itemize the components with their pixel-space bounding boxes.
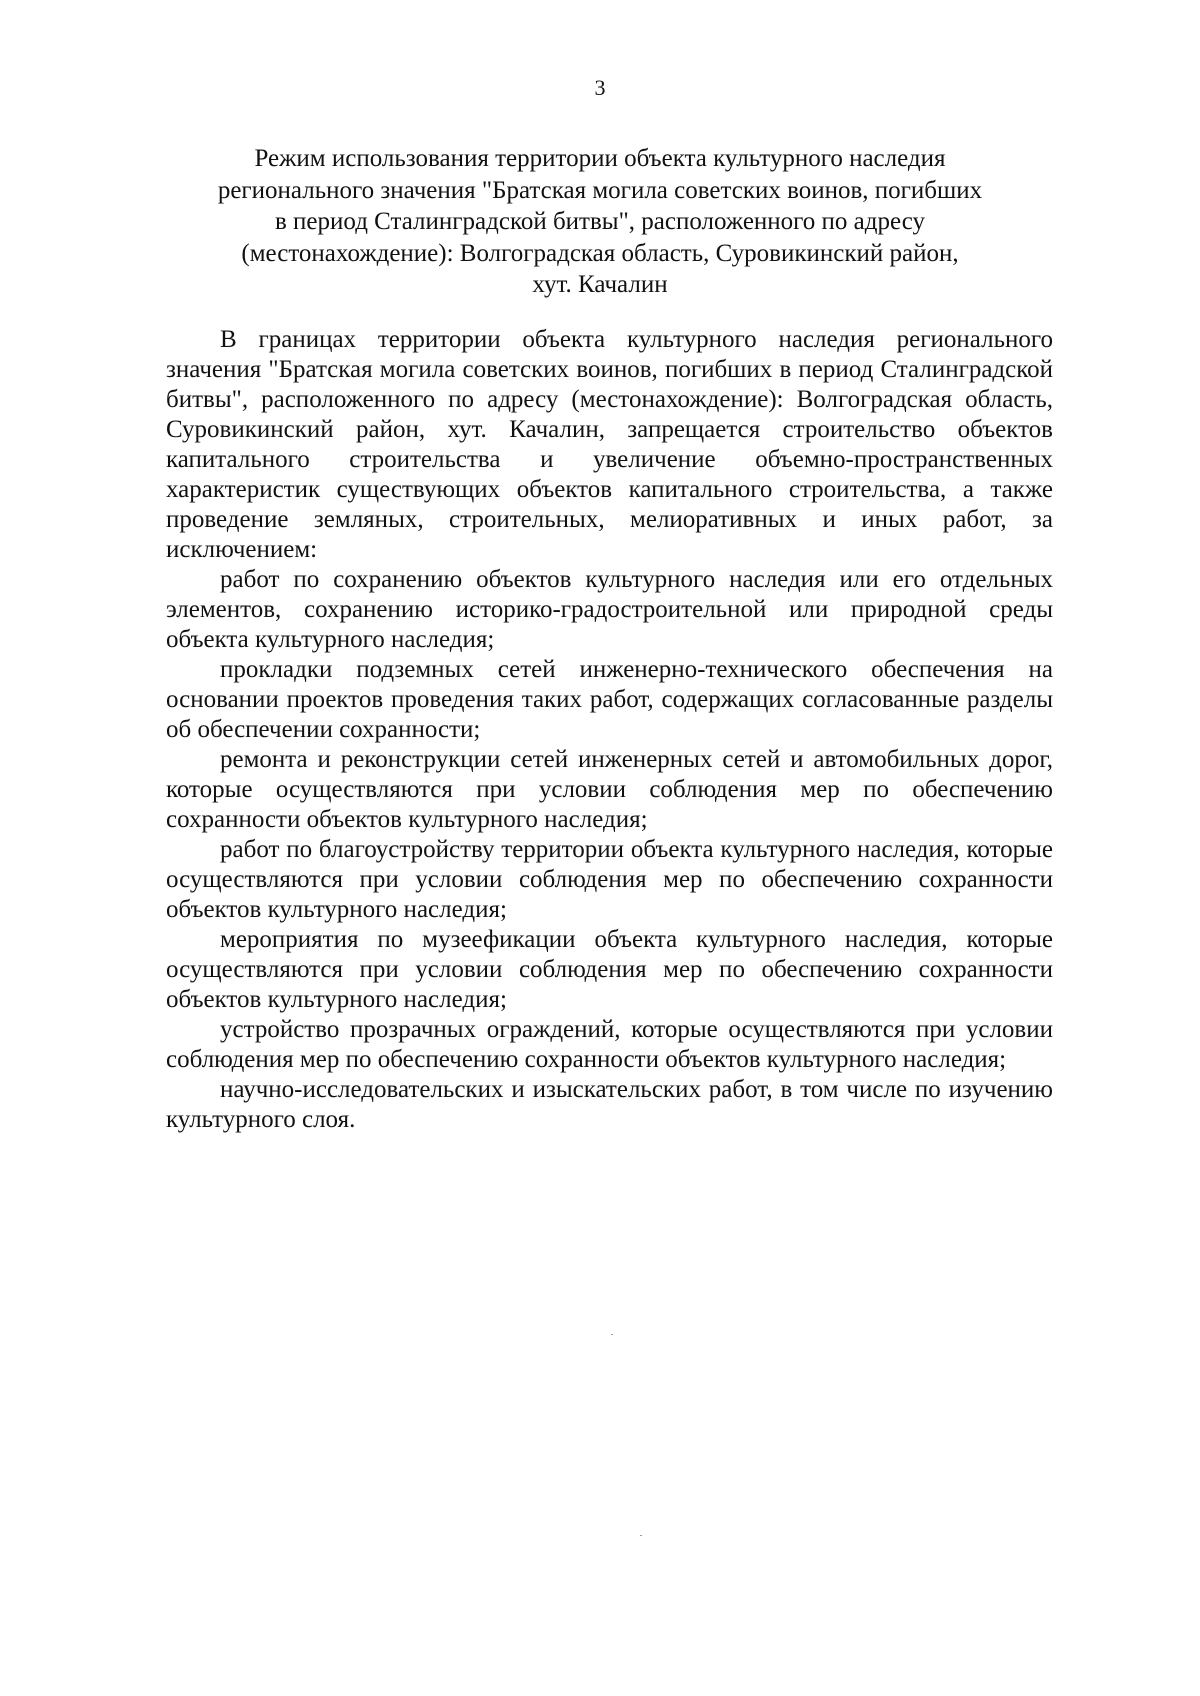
intro-paragraph: В границах территории объекта культурного наследия регионального значения "Братская могила советских воинов, погибших в период Сталинградской битвы", расположенного по адресу (местонахождение): Волгоградская область, Суровикинский район, хут. Качалин, запрещается строительство объектов капитального строительства и увеличение объемно-пространственных характеристик существующих объектов капитального строительства, а также проведение земляных, строительных, мелиоративных и иных работ, за исключением: [166,326,1053,563]
title-line: регионального значения "Братская могила советских воинов, погибших [217,176,983,204]
document-body [166,325,1053,1135]
exception-item: устройство прозрачных ограждений, которые осуществляются при условии соблюдения мер по обеспечению сохранности объектов культурного наследия; [166,1016,1053,1073]
title-line: (местонахождение): Волгоградская область, Суровикинский район, [241,239,959,267]
exception-item: прокладки подземных сетей инженерно-технического обеспечения на основании проектов проведения таких работ, содержащих согласованные разделы об обеспечении сохранности; [166,656,1053,743]
exception-item: работ по сохранению объектов культурного наследия или его отдельных элементов, сохранению историко-градостроительной или природной среды объекта культурного наследия; [166,566,1053,653]
title-line: в период Сталинградской битвы", расположенного по адресу [275,208,925,235]
exception-item: мероприятия по музеефикации объекта культурного наследия, которые осуществляются при условии соблюдения мер по обеспечению сохранности объектов культурного наследия; [166,926,1053,1013]
exception-item: работ по благоустройству территории объекта культурного наследия, которые осуществляются при условии соблюдения мер по обеспечению сохранности объектов культурного наследия; [166,836,1053,923]
scan-speck [611,1334,613,1335]
title-line: Режим использования территории объекта культурного наследия [254,145,946,172]
document-title [160,143,1040,301]
title-line: хут. Качалин [532,271,668,298]
scan-speck [640,1535,642,1536]
page-number: 3 [594,75,606,100]
exception-item: ремонта и реконструкции сетей инженерных сетей и автомобильных дорог, которые осуществляются при условии соблюдения мер по обеспечению сохранности объектов культурного наследия; [166,746,1053,833]
exception-item: научно-исследовательских и изыскательских работ, в том числе по изучению культурного слоя. [166,1076,1053,1133]
